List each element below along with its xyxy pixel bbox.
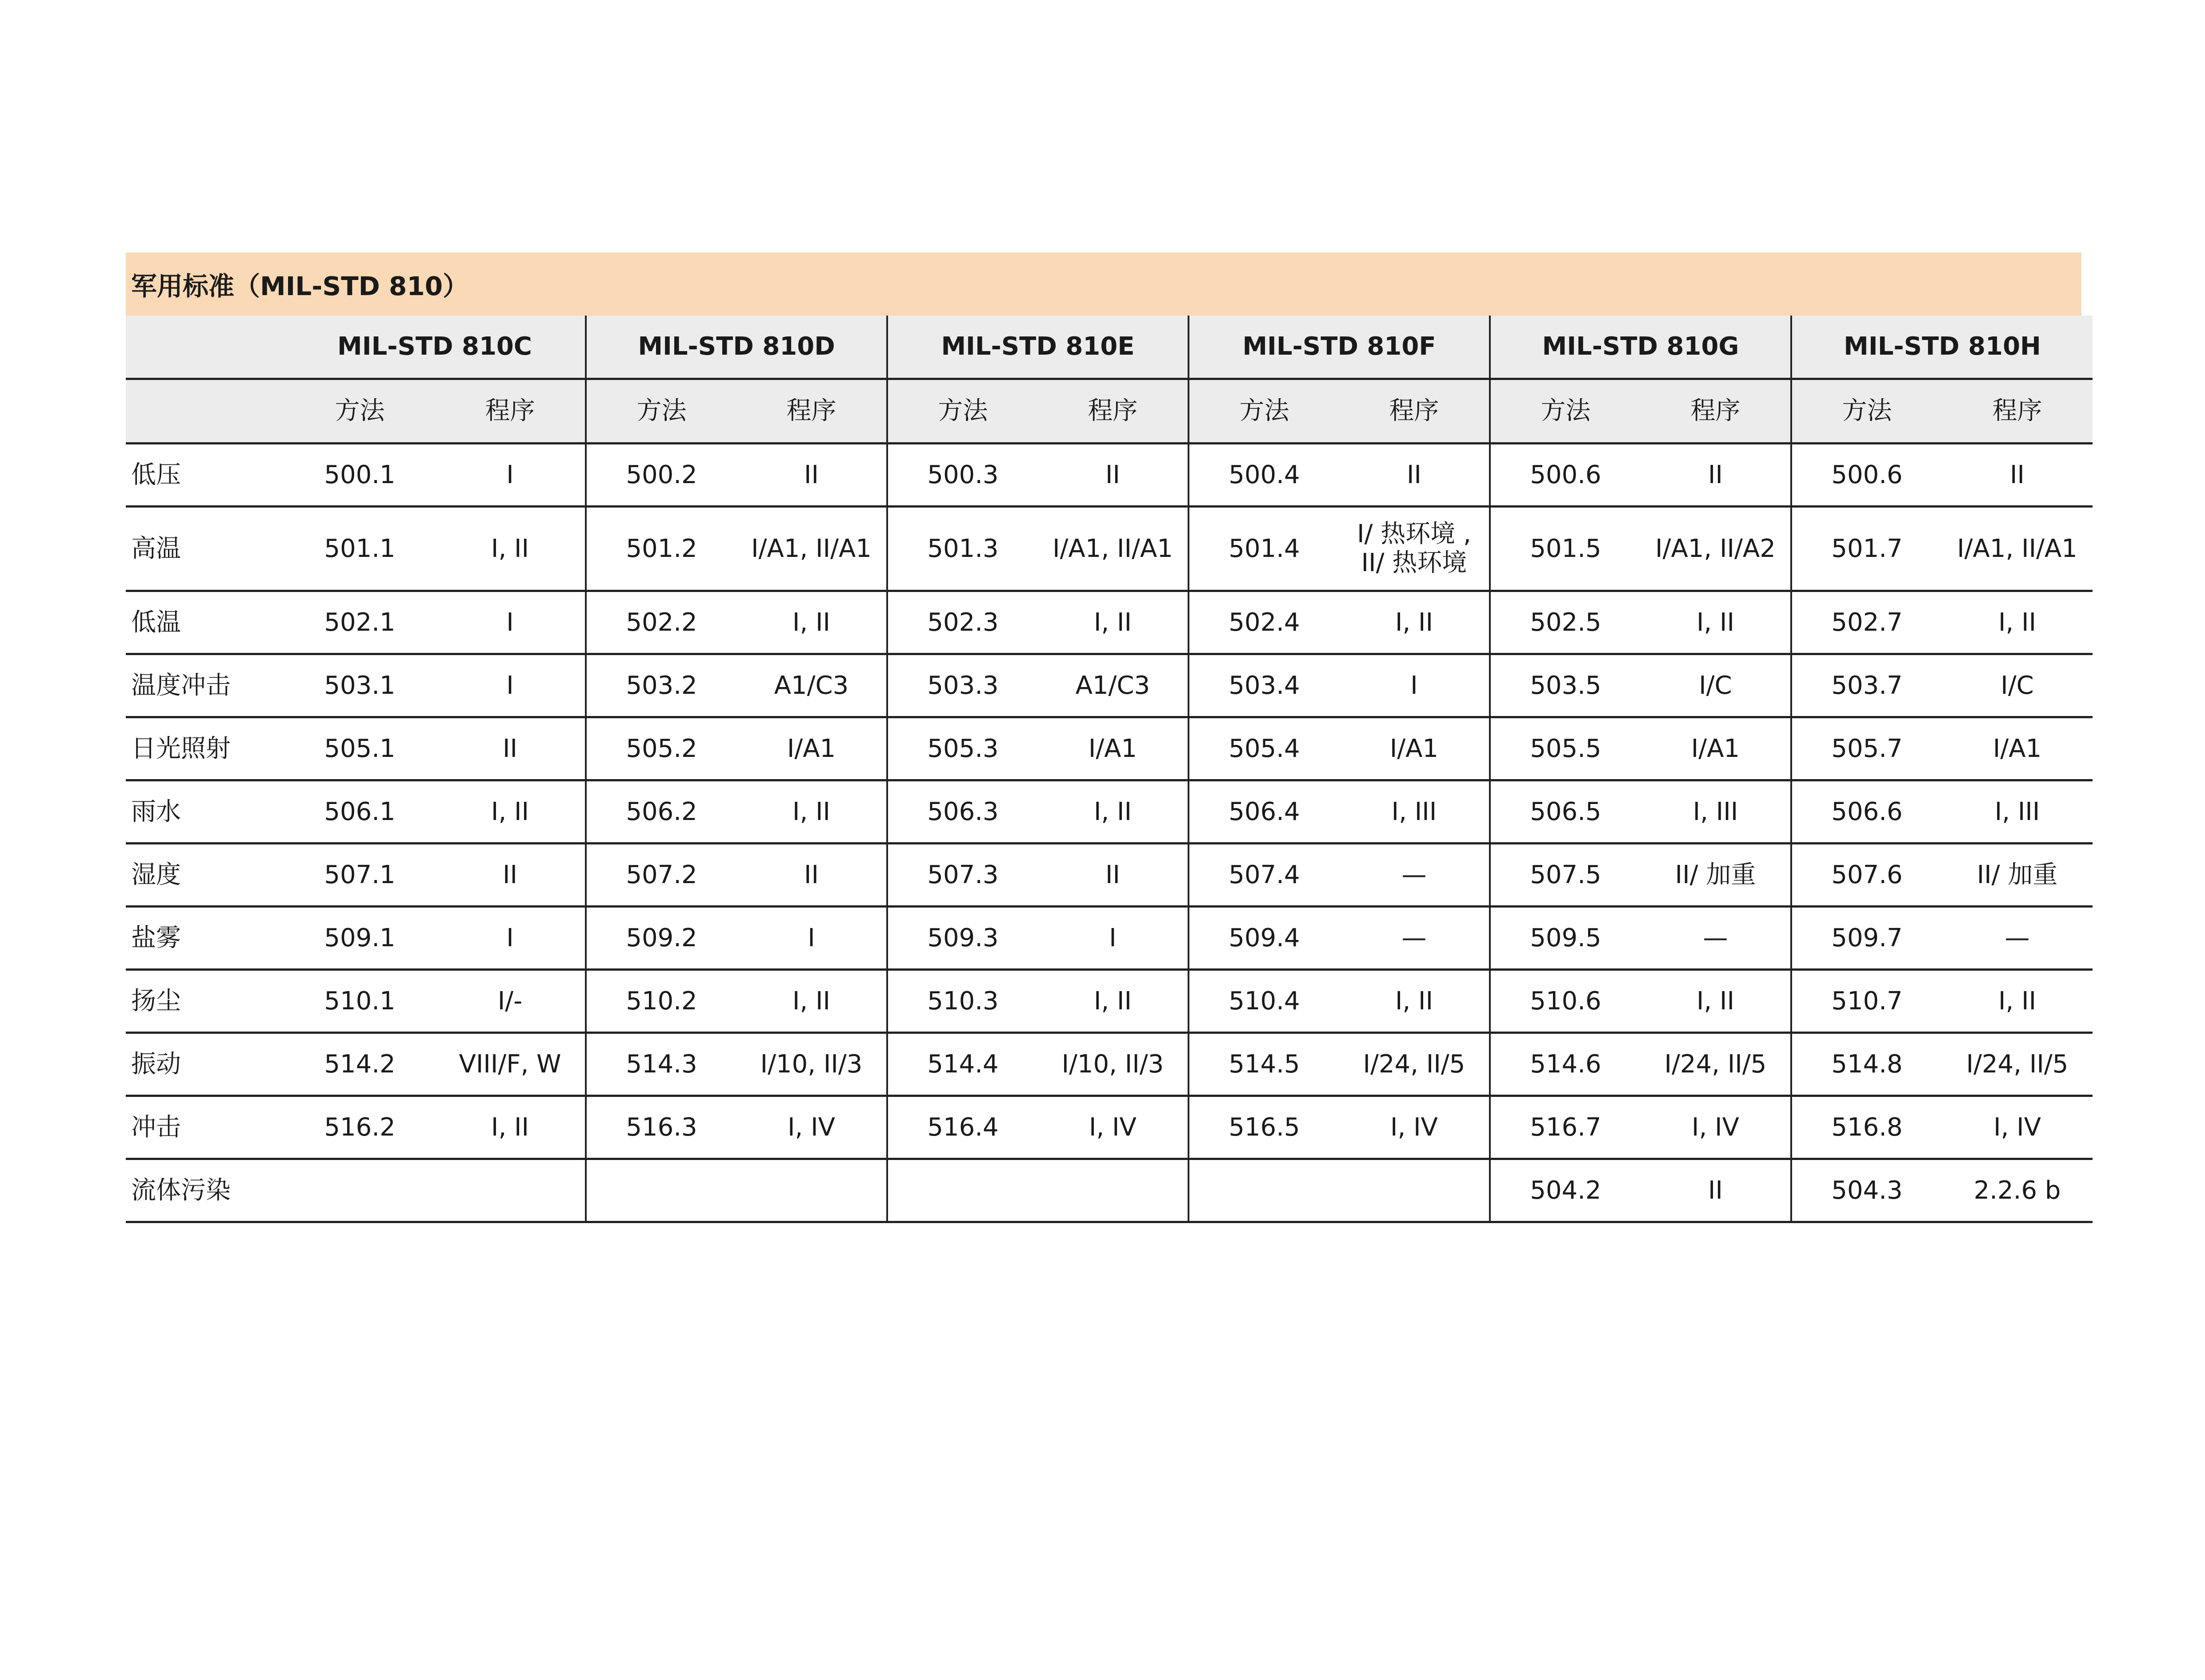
method-cell: 504.2: [1490, 1159, 1641, 1222]
procedure-cell: I/A1: [1339, 717, 1490, 780]
method-cell: 506.6: [1791, 780, 1942, 844]
procedure-cell: I/24, II/5: [1641, 1033, 1791, 1096]
method-cell: 509.1: [284, 907, 435, 970]
method-cell: 505.2: [586, 717, 736, 780]
procedure-cell: I, II: [435, 1096, 586, 1159]
procedure-cell: I, II: [1038, 970, 1189, 1033]
procedure-cell: II: [736, 444, 887, 507]
method-cell: 500.1: [284, 444, 435, 507]
method-cell: 507.2: [586, 844, 736, 907]
procedure-cell: VIII/F, W: [435, 1033, 586, 1096]
table-title: 军用标准（MIL-STD 810）: [126, 252, 2081, 316]
procedure-cell: I/A1: [1641, 717, 1791, 780]
method-cell: 505.5: [1490, 717, 1641, 780]
procedure-cell: II: [1641, 444, 1791, 507]
subheader-row: [126, 379, 2093, 444]
procedure-cell: I/C: [1641, 654, 1791, 717]
version-header: MIL-STD 810D: [586, 316, 887, 379]
subheader-corner: [126, 379, 284, 444]
method-cell: 514.3: [586, 1033, 736, 1096]
row-label: 低温: [126, 591, 284, 654]
procedure-cell: I/24, II/5: [1942, 1033, 2093, 1096]
procedure-cell: I, II: [736, 970, 887, 1033]
procedure-cell: [736, 1159, 887, 1222]
procedure-cell: 2.2.6 b: [1942, 1159, 2093, 1222]
procedure-cell: A1/C3: [736, 654, 887, 717]
table-row: [126, 907, 2093, 970]
method-cell: 502.2: [586, 591, 736, 654]
procedure-cell: I, IV: [1641, 1096, 1791, 1159]
procedure-cell: A1/C3: [1038, 654, 1189, 717]
version-header: MIL-STD 810H: [1791, 316, 2093, 379]
procedure-cell: I/A1, II/A1: [1038, 507, 1189, 591]
procedure-subheader: 程序: [1942, 379, 2093, 444]
procedure-cell: I/A1, II/A1: [1942, 507, 2093, 591]
method-cell: [887, 1159, 1038, 1222]
method-cell: 509.2: [586, 907, 736, 970]
procedure-cell: II: [1641, 1159, 1791, 1222]
method-cell: 501.2: [586, 507, 736, 591]
procedure-subheader: 程序: [1038, 379, 1189, 444]
header-corner: [126, 316, 284, 379]
method-cell: 514.2: [284, 1033, 435, 1096]
procedure-cell: I, II: [1641, 591, 1791, 654]
method-cell: 514.6: [1490, 1033, 1641, 1096]
mil-std-table: [126, 316, 2093, 1223]
procedure-cell: I, IV: [1942, 1096, 2093, 1159]
method-cell: 503.1: [284, 654, 435, 717]
procedure-cell: II: [736, 844, 887, 907]
procedure-cell: I/10, II/3: [1038, 1033, 1189, 1096]
method-cell: 507.5: [1490, 844, 1641, 907]
method-cell: 500.4: [1189, 444, 1339, 507]
procedure-cell: II/ 加重: [1641, 844, 1791, 907]
method-cell: [284, 1159, 435, 1222]
version-header: MIL-STD 810E: [887, 316, 1189, 379]
table-body: [126, 444, 2093, 1222]
procedure-cell: I, IV: [1038, 1096, 1189, 1159]
method-cell: 501.7: [1791, 507, 1942, 591]
method-cell: [586, 1159, 736, 1222]
method-cell: 509.5: [1490, 907, 1641, 970]
procedure-cell: I, II: [1339, 591, 1490, 654]
method-cell: 506.5: [1490, 780, 1641, 844]
method-cell: 501.1: [284, 507, 435, 591]
method-cell: 510.4: [1189, 970, 1339, 1033]
version-header: MIL-STD 810F: [1189, 316, 1490, 379]
method-cell: 503.4: [1189, 654, 1339, 717]
row-label: 流体污染: [126, 1159, 284, 1222]
method-cell: 500.3: [887, 444, 1038, 507]
method-subheader: 方法: [1490, 379, 1641, 444]
table-row: [126, 844, 2093, 907]
procedure-cell: I/A1: [736, 717, 887, 780]
method-cell: 514.5: [1189, 1033, 1339, 1096]
method-cell: 503.3: [887, 654, 1038, 717]
table-row: [126, 970, 2093, 1033]
table-row: [126, 591, 2093, 654]
procedure-cell: I, II: [736, 591, 887, 654]
method-cell: 516.4: [887, 1096, 1038, 1159]
procedure-cell: I/A1: [1038, 717, 1189, 780]
method-cell: 501.4: [1189, 507, 1339, 591]
table-row: [126, 507, 2093, 591]
method-cell: 502.1: [284, 591, 435, 654]
method-subheader: 方法: [586, 379, 736, 444]
procedure-cell: —: [1641, 907, 1791, 970]
table-row: [126, 780, 2093, 844]
procedure-subheader: 程序: [736, 379, 887, 444]
method-cell: 510.6: [1490, 970, 1641, 1033]
procedure-cell: I, II: [736, 780, 887, 844]
procedure-cell: I: [1339, 654, 1490, 717]
row-label: 扬尘: [126, 970, 284, 1033]
method-cell: 503.2: [586, 654, 736, 717]
method-cell: 516.8: [1791, 1096, 1942, 1159]
procedure-cell: I: [736, 907, 887, 970]
method-cell: 510.1: [284, 970, 435, 1033]
procedure-cell: II: [1038, 444, 1189, 507]
method-cell: 500.2: [586, 444, 736, 507]
procedure-cell: I, II: [1339, 970, 1490, 1033]
method-cell: 509.4: [1189, 907, 1339, 970]
procedure-cell: II: [1339, 444, 1490, 507]
method-cell: 510.7: [1791, 970, 1942, 1033]
method-cell: 505.3: [887, 717, 1038, 780]
method-cell: 514.8: [1791, 1033, 1942, 1096]
row-label: 雨水: [126, 780, 284, 844]
document: [126, 252, 2081, 1223]
method-cell: 505.1: [284, 717, 435, 780]
method-cell: 501.3: [887, 507, 1038, 591]
method-cell: 506.4: [1189, 780, 1339, 844]
method-cell: 506.2: [586, 780, 736, 844]
procedure-cell: [435, 1159, 586, 1222]
version-header: MIL-STD 810G: [1490, 316, 1791, 379]
procedure-cell: I/ 热环境 , II/ 热环境: [1339, 507, 1490, 591]
method-cell: 509.7: [1791, 907, 1942, 970]
procedure-cell: I, IV: [736, 1096, 887, 1159]
table-row: [126, 444, 2093, 507]
procedure-cell: II: [435, 844, 586, 907]
method-cell: 516.7: [1490, 1096, 1641, 1159]
table-row: [126, 654, 2093, 717]
method-cell: 510.3: [887, 970, 1038, 1033]
procedure-subheader: 程序: [1339, 379, 1490, 444]
procedure-cell: II: [1038, 844, 1189, 907]
method-cell: 507.1: [284, 844, 435, 907]
method-cell: 502.7: [1791, 591, 1942, 654]
procedure-cell: I/A1, II/A1: [736, 507, 887, 591]
row-label: 温度冲击: [126, 654, 284, 717]
method-subheader: 方法: [1791, 379, 1942, 444]
procedure-cell: II: [1942, 444, 2093, 507]
table-row: [126, 1096, 2093, 1159]
table-row: [126, 717, 2093, 780]
method-cell: 505.7: [1791, 717, 1942, 780]
method-cell: 503.5: [1490, 654, 1641, 717]
procedure-cell: —: [1339, 844, 1490, 907]
method-cell: 516.3: [586, 1096, 736, 1159]
procedure-subheader: 程序: [435, 379, 586, 444]
method-cell: 506.3: [887, 780, 1038, 844]
method-subheader: 方法: [887, 379, 1038, 444]
procedure-cell: I/A1, II/A2: [1641, 507, 1791, 591]
procedure-cell: —: [1339, 907, 1490, 970]
row-label: 低压: [126, 444, 284, 507]
procedure-cell: I, III: [1942, 780, 2093, 844]
method-subheader: 方法: [1189, 379, 1339, 444]
method-cell: 506.1: [284, 780, 435, 844]
procedure-cell: I/C: [1942, 654, 2093, 717]
method-cell: 500.6: [1791, 444, 1942, 507]
procedure-cell: I, III: [1641, 780, 1791, 844]
procedure-cell: [1038, 1159, 1189, 1222]
procedure-cell: I/10, II/3: [736, 1033, 887, 1096]
table-row: [126, 1033, 2093, 1096]
method-cell: 502.5: [1490, 591, 1641, 654]
procedure-cell: I: [435, 591, 586, 654]
row-label: 盐雾: [126, 907, 284, 970]
method-cell: 516.2: [284, 1096, 435, 1159]
row-label: 振动: [126, 1033, 284, 1096]
procedure-cell: I, II: [1641, 970, 1791, 1033]
procedure-cell: I, IV: [1339, 1096, 1490, 1159]
procedure-cell: II: [435, 717, 586, 780]
procedure-cell: I: [435, 444, 586, 507]
method-cell: [1189, 1159, 1339, 1222]
method-cell: 502.4: [1189, 591, 1339, 654]
procedure-cell: II/ 加重: [1942, 844, 2093, 907]
procedure-subheader: 程序: [1641, 379, 1791, 444]
method-cell: 509.3: [887, 907, 1038, 970]
row-label: 冲击: [126, 1096, 284, 1159]
method-cell: 516.5: [1189, 1096, 1339, 1159]
method-cell: 505.4: [1189, 717, 1339, 780]
row-label: 湿度: [126, 844, 284, 907]
procedure-cell: I/24, II/5: [1339, 1033, 1490, 1096]
method-cell: 503.7: [1791, 654, 1942, 717]
procedure-cell: I, II: [435, 507, 586, 591]
method-cell: 504.3: [1791, 1159, 1942, 1222]
procedure-cell: I: [1038, 907, 1189, 970]
table-row: [126, 1159, 2093, 1222]
row-label: 高温: [126, 507, 284, 591]
row-label: 日光照射: [126, 717, 284, 780]
method-cell: 507.4: [1189, 844, 1339, 907]
procedure-cell: I: [435, 654, 586, 717]
procedure-cell: I, II: [435, 780, 586, 844]
procedure-cell: I, II: [1038, 591, 1189, 654]
method-cell: 507.6: [1791, 844, 1942, 907]
version-header-row: [126, 316, 2093, 379]
procedure-cell: I/A1: [1942, 717, 2093, 780]
procedure-cell: I, III: [1339, 780, 1490, 844]
procedure-cell: I: [435, 907, 586, 970]
method-cell: 510.2: [586, 970, 736, 1033]
method-cell: 502.3: [887, 591, 1038, 654]
method-cell: 500.6: [1490, 444, 1641, 507]
procedure-cell: —: [1942, 907, 2093, 970]
procedure-cell: I/-: [435, 970, 586, 1033]
version-header: MIL-STD 810C: [284, 316, 586, 379]
method-cell: 514.4: [887, 1033, 1038, 1096]
procedure-cell: I, II: [1038, 780, 1189, 844]
method-cell: 501.5: [1490, 507, 1641, 591]
method-cell: 507.3: [887, 844, 1038, 907]
method-subheader: 方法: [284, 379, 435, 444]
procedure-cell: I, II: [1942, 591, 2093, 654]
procedure-cell: I, II: [1942, 970, 2093, 1033]
procedure-cell: [1339, 1159, 1490, 1222]
